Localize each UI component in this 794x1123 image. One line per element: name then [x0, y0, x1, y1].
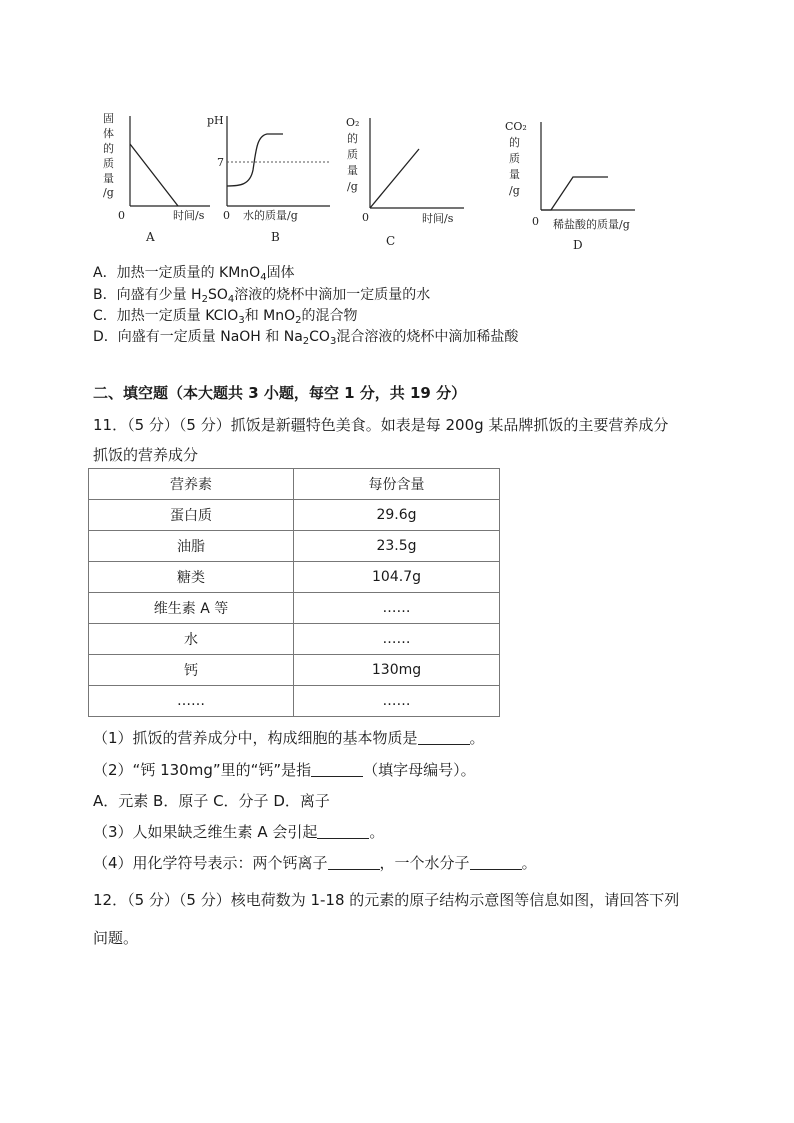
- option-c-sub2: 2: [295, 315, 302, 326]
- graph-c-ylabel-1: 的: [347, 132, 358, 145]
- graph-d-curve: [541, 177, 608, 210]
- option-b-sub2: 4: [227, 294, 235, 305]
- graph-a-ylabel-2: 的: [103, 142, 114, 155]
- table-row: [89, 500, 500, 531]
- answer-blank[interactable]: [328, 855, 380, 870]
- q11-sub1: [93, 727, 485, 748]
- option-b-sub1: 2: [201, 294, 208, 305]
- graph-b: [205, 106, 340, 246]
- graph-d-ylabel-0: CO₂: [505, 120, 527, 133]
- q11-sub3: [93, 821, 384, 842]
- q11-sub3-text: （3）人如果缺乏维生素 A 会引起: [93, 823, 318, 841]
- q12-line2: 问题。: [93, 929, 139, 947]
- graph-d-ylabel-3: 量: [509, 168, 520, 181]
- graph-c-ylabel-0: O₂: [346, 116, 360, 129]
- graph-d-xlabel: 稀盐酸的质量/g: [553, 218, 630, 231]
- table-cell: 130mg: [294, 655, 500, 686]
- q11-sub3-end: 。: [369, 823, 385, 841]
- option-a-pre: A．加热一定质量的 KMnO: [93, 265, 261, 281]
- graph-d-ylabel-2: 质: [509, 152, 520, 165]
- q11-choices: A．元素 B．原子 C．分子 D．离子: [93, 792, 330, 810]
- table-row: [89, 531, 500, 562]
- table-cell: 水: [89, 624, 294, 655]
- q11-sub1-end: 。: [469, 729, 485, 747]
- graph-a-svg: [98, 106, 218, 246]
- graph-c-ylabel-4: /g: [347, 180, 358, 193]
- graph-a-ylabel-4: 量: [103, 172, 114, 185]
- table-cell: 29.6g: [294, 500, 500, 531]
- option-c-pre: C．加热一定质量 KClO: [93, 308, 239, 324]
- table-cell: ……: [294, 624, 500, 655]
- option-b-mid: SO: [207, 287, 228, 303]
- graph-d-letter: D: [573, 238, 583, 252]
- graph-c-origin: 0: [362, 211, 369, 224]
- answer-blank[interactable]: [311, 762, 363, 777]
- table-cell: 23.5g: [294, 531, 500, 562]
- option-a-post: 固体: [266, 265, 295, 281]
- option-d-sub1: 2: [302, 336, 310, 347]
- graph-b-curve: [227, 134, 283, 186]
- graph-a-origin: 0: [118, 209, 125, 222]
- option-d-pre: D．向盛有一定质量 NaOH 和 Na: [93, 329, 303, 345]
- q11-stem: 11．（5 分）（5 分）抓饭是新疆特色美食。如表是每 200g 某品牌抓饭的主要营养成分: [93, 416, 669, 434]
- graph-b-letter: B: [271, 230, 280, 244]
- option-d-post: 混合溶液的烧杯中滴加稀盐酸: [336, 329, 519, 345]
- option-d-mid: CO: [309, 329, 330, 345]
- table-cell: 104.7g: [294, 562, 500, 593]
- graph-d-origin: 0: [532, 215, 539, 228]
- graph-d-ylabel-4: /g: [509, 184, 520, 197]
- option-a: [93, 262, 295, 283]
- graph-a-ylabel-3: 质: [103, 157, 114, 170]
- section-title: 二、填空题（本大题共 3 小题，每空 1 分，共 19 分）: [93, 384, 467, 402]
- table-cell: 钙: [89, 655, 294, 686]
- table-cell: 维生素 A 等: [89, 593, 294, 624]
- graph-b-ylabel: pH: [207, 114, 224, 127]
- graph-c-curve: [370, 149, 419, 208]
- option-b-pre: B．向盛有少量 H: [93, 287, 202, 303]
- q11-table-caption: 抓饭的营养成分: [93, 446, 199, 464]
- q11-sub4: [93, 852, 537, 873]
- graph-a: [98, 106, 218, 246]
- graph-c-svg: [342, 106, 472, 246]
- graph-d-svg: [505, 106, 640, 251]
- graph-b-mark: 7: [217, 156, 224, 169]
- table-row: [89, 624, 500, 655]
- graph-a-ylabel-1: 体: [103, 127, 114, 140]
- table-cell: 油脂: [89, 531, 294, 562]
- table-row: [89, 686, 500, 717]
- q11-sub4-text: （4）用化学符号表示：两个钙离子: [93, 854, 328, 872]
- table-cell: 蛋白质: [89, 500, 294, 531]
- graph-c-ylabel-2: 质: [347, 148, 358, 161]
- q11-sub4-end: 。: [521, 854, 537, 872]
- graph-c-xlabel: 时间/s: [422, 212, 454, 225]
- option-a-sub: 4: [260, 272, 267, 283]
- table-cell: 糖类: [89, 562, 294, 593]
- table-cell: ……: [294, 593, 500, 624]
- q11-sub1-text: （1）抓饭的营养成分中，构成细胞的基本物质是: [93, 729, 418, 747]
- graph-a-letter: A: [146, 230, 155, 244]
- graph-d: [505, 106, 640, 251]
- graph-c-ylabel-3: 量: [347, 164, 358, 177]
- option-c-sub1: 3: [238, 315, 245, 326]
- option-b: [93, 284, 430, 305]
- table-cell: ……: [89, 686, 294, 717]
- graph-d-ylabel-1: 的: [509, 136, 520, 149]
- q11-sub2: [93, 759, 476, 780]
- nutrition-table: [88, 468, 500, 717]
- q11-sub2-end: （填字母编号）。: [363, 761, 476, 779]
- graph-a-ylabel-5: /g: [103, 186, 114, 199]
- q12-line1: 12．（5 分）（5 分）核电荷数为 1-18 的元素的原子结构示意图等信息如图，请回答下列: [93, 891, 680, 909]
- graph-c-letter: C: [386, 234, 396, 248]
- option-c-post: 的混合物: [301, 308, 358, 324]
- q11-sub4-mid: ，一个水分子: [379, 854, 470, 872]
- graph-a-xlabel: 时间/s: [173, 209, 205, 222]
- option-d-sub2: 3: [329, 336, 337, 347]
- option-c-mid: 和 MnO: [244, 308, 296, 324]
- graph-b-xlabel: 水的质量/g: [243, 209, 298, 222]
- table-row: [89, 655, 500, 686]
- table-header-row: [89, 469, 500, 500]
- table-row: [89, 593, 500, 624]
- graph-c: [342, 106, 472, 246]
- graph-b-svg: [205, 106, 340, 246]
- option-c: [93, 305, 358, 326]
- q11-sub2-text: （2）“钙 130mg”里的“钙”是指: [93, 761, 312, 779]
- table-cell: ……: [294, 686, 500, 717]
- table-row: [89, 562, 500, 593]
- option-b-post: 溶液的烧杯中滴加一定质量的水: [234, 287, 431, 303]
- graph-b-origin: 0: [223, 209, 230, 222]
- table-header-nutrient: 营养素: [89, 469, 294, 500]
- answer-blank[interactable]: [317, 824, 369, 839]
- graph-a-ylabel-0: 固: [103, 112, 114, 125]
- answer-blank[interactable]: [418, 730, 470, 745]
- answer-blank[interactable]: [470, 855, 522, 870]
- option-d: [93, 326, 518, 347]
- table-header-amount: 每份含量: [294, 469, 500, 500]
- graph-a-curve: [130, 144, 178, 206]
